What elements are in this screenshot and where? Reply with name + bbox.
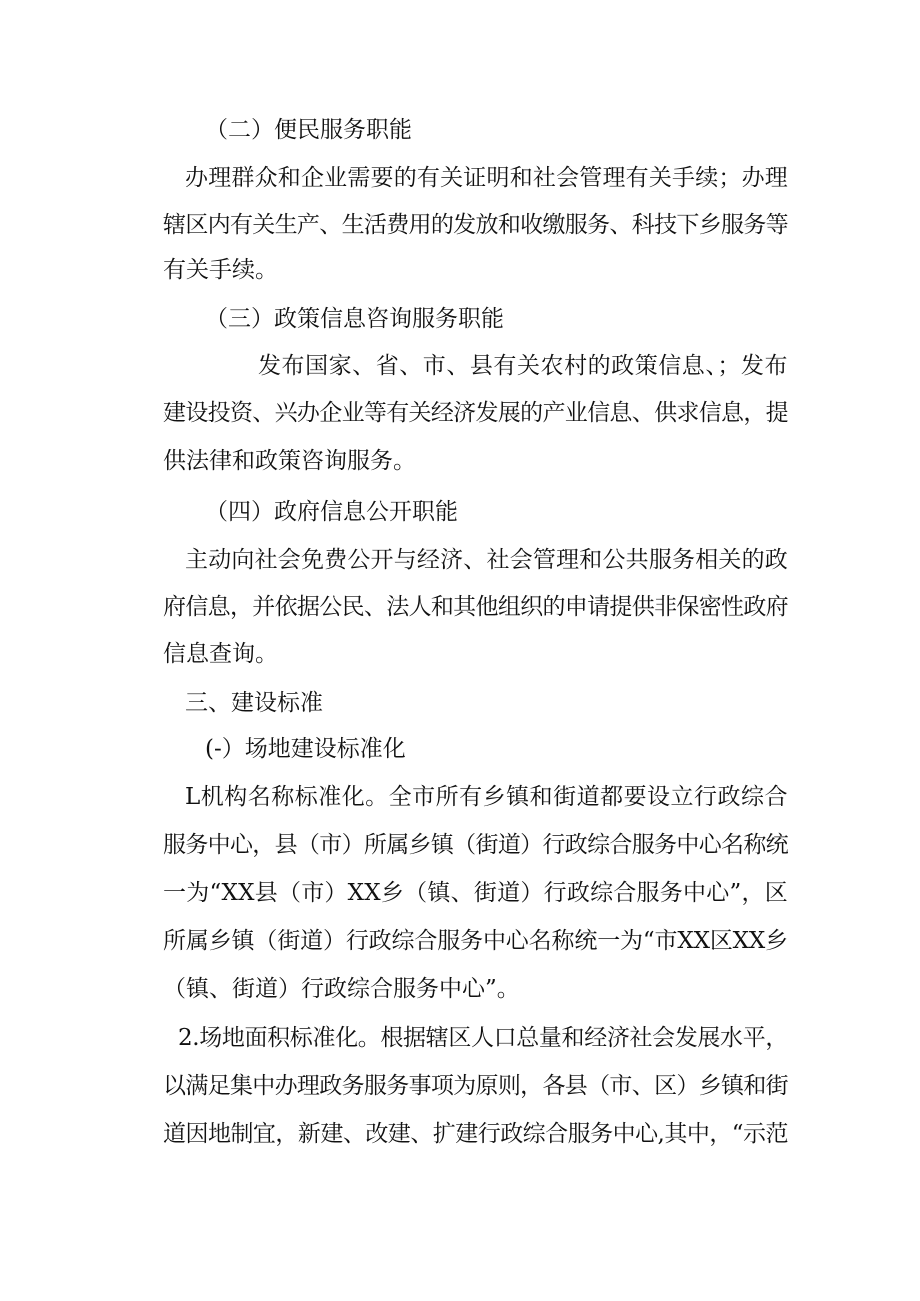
line-text: 信息查询。 bbox=[163, 641, 278, 667]
line-text: （镇、街道）行政综合服务中心”。 bbox=[163, 976, 520, 1002]
paragraph-line bbox=[258, 351, 788, 381]
paragraph-line bbox=[163, 1119, 788, 1149]
paragraph-line bbox=[163, 878, 788, 908]
line-text: 三、建设标准 bbox=[185, 690, 323, 716]
paragraph-line bbox=[185, 782, 788, 812]
section-heading bbox=[205, 497, 830, 527]
line-text: （二）便民服务职能 bbox=[205, 117, 412, 143]
paragraph-line bbox=[163, 830, 788, 860]
line-text: L机构名称标准化。全市所有乡镇和街道都要设立行政综合 bbox=[185, 784, 788, 810]
line-text: 以满足集中办理政务服务事项为原则，各县（市、区）乡镇和街 bbox=[163, 1073, 789, 1099]
section-heading bbox=[205, 734, 830, 764]
line-text: 一为“XX县（市）XX乡（镇、街道）行政综合服务中心”，区 bbox=[163, 880, 788, 906]
paragraph-line bbox=[163, 639, 788, 669]
line-text: （三）政策信息咨询服务职能 bbox=[205, 306, 504, 332]
section-heading bbox=[205, 304, 830, 334]
paragraph-line bbox=[163, 255, 788, 285]
chapter-heading bbox=[185, 688, 810, 718]
line-text: 有关手续。 bbox=[163, 257, 278, 283]
line-text: 建设投资、兴办企业等有关经济发展的产业信息、供求信息，提 bbox=[163, 400, 789, 426]
line-text: （四）政府信息公开职能 bbox=[205, 499, 458, 525]
line-text: 办理群众和企业需要的有关证明和社会管理有关手续；办理 bbox=[185, 165, 788, 191]
paragraph-line bbox=[163, 210, 788, 240]
paragraph-line bbox=[185, 545, 788, 575]
paragraph-line bbox=[163, 446, 788, 476]
line-text: 道因地制宜，新建、改建、扩建行政综合服务中心,其中，“示范 bbox=[163, 1121, 788, 1147]
paragraph-line bbox=[178, 1023, 788, 1053]
line-text: 主动向社会免费公开与经济、社会管理和公共服务相关的政 bbox=[185, 547, 788, 573]
line-text: 供法律和政策咨询服务。 bbox=[163, 448, 416, 474]
paragraph-line bbox=[163, 398, 788, 428]
line-text: 服务中心，县（市）所属乡镇（街道）行政综合服务中心名称统 bbox=[163, 832, 789, 858]
section-heading bbox=[205, 115, 830, 145]
line-text: 2.场地面积标准化。根据辖区人口总量和经济社会发展水平， bbox=[178, 1025, 788, 1051]
line-text: 府信息，并依据公民、法人和其他组织的申请提供非保密性政府 bbox=[163, 594, 789, 620]
line-text: 发布国家、省、市、县有关农村的政策信息、；发布 bbox=[258, 353, 788, 379]
paragraph-line bbox=[185, 163, 788, 193]
line-text: (-）场地建设标准化 bbox=[205, 736, 406, 762]
paragraph-line bbox=[163, 974, 788, 1004]
line-text: 所属乡镇（街道）行政综合服务中心名称统一为“市XX区XX乡 bbox=[163, 928, 788, 954]
paragraph-line bbox=[163, 926, 788, 956]
paragraph-line bbox=[163, 1071, 788, 1101]
line-text: 辖区内有关生产、生活费用的发放和收缴服务、科技下乡服务等 bbox=[163, 212, 789, 238]
paragraph-line bbox=[163, 592, 788, 622]
